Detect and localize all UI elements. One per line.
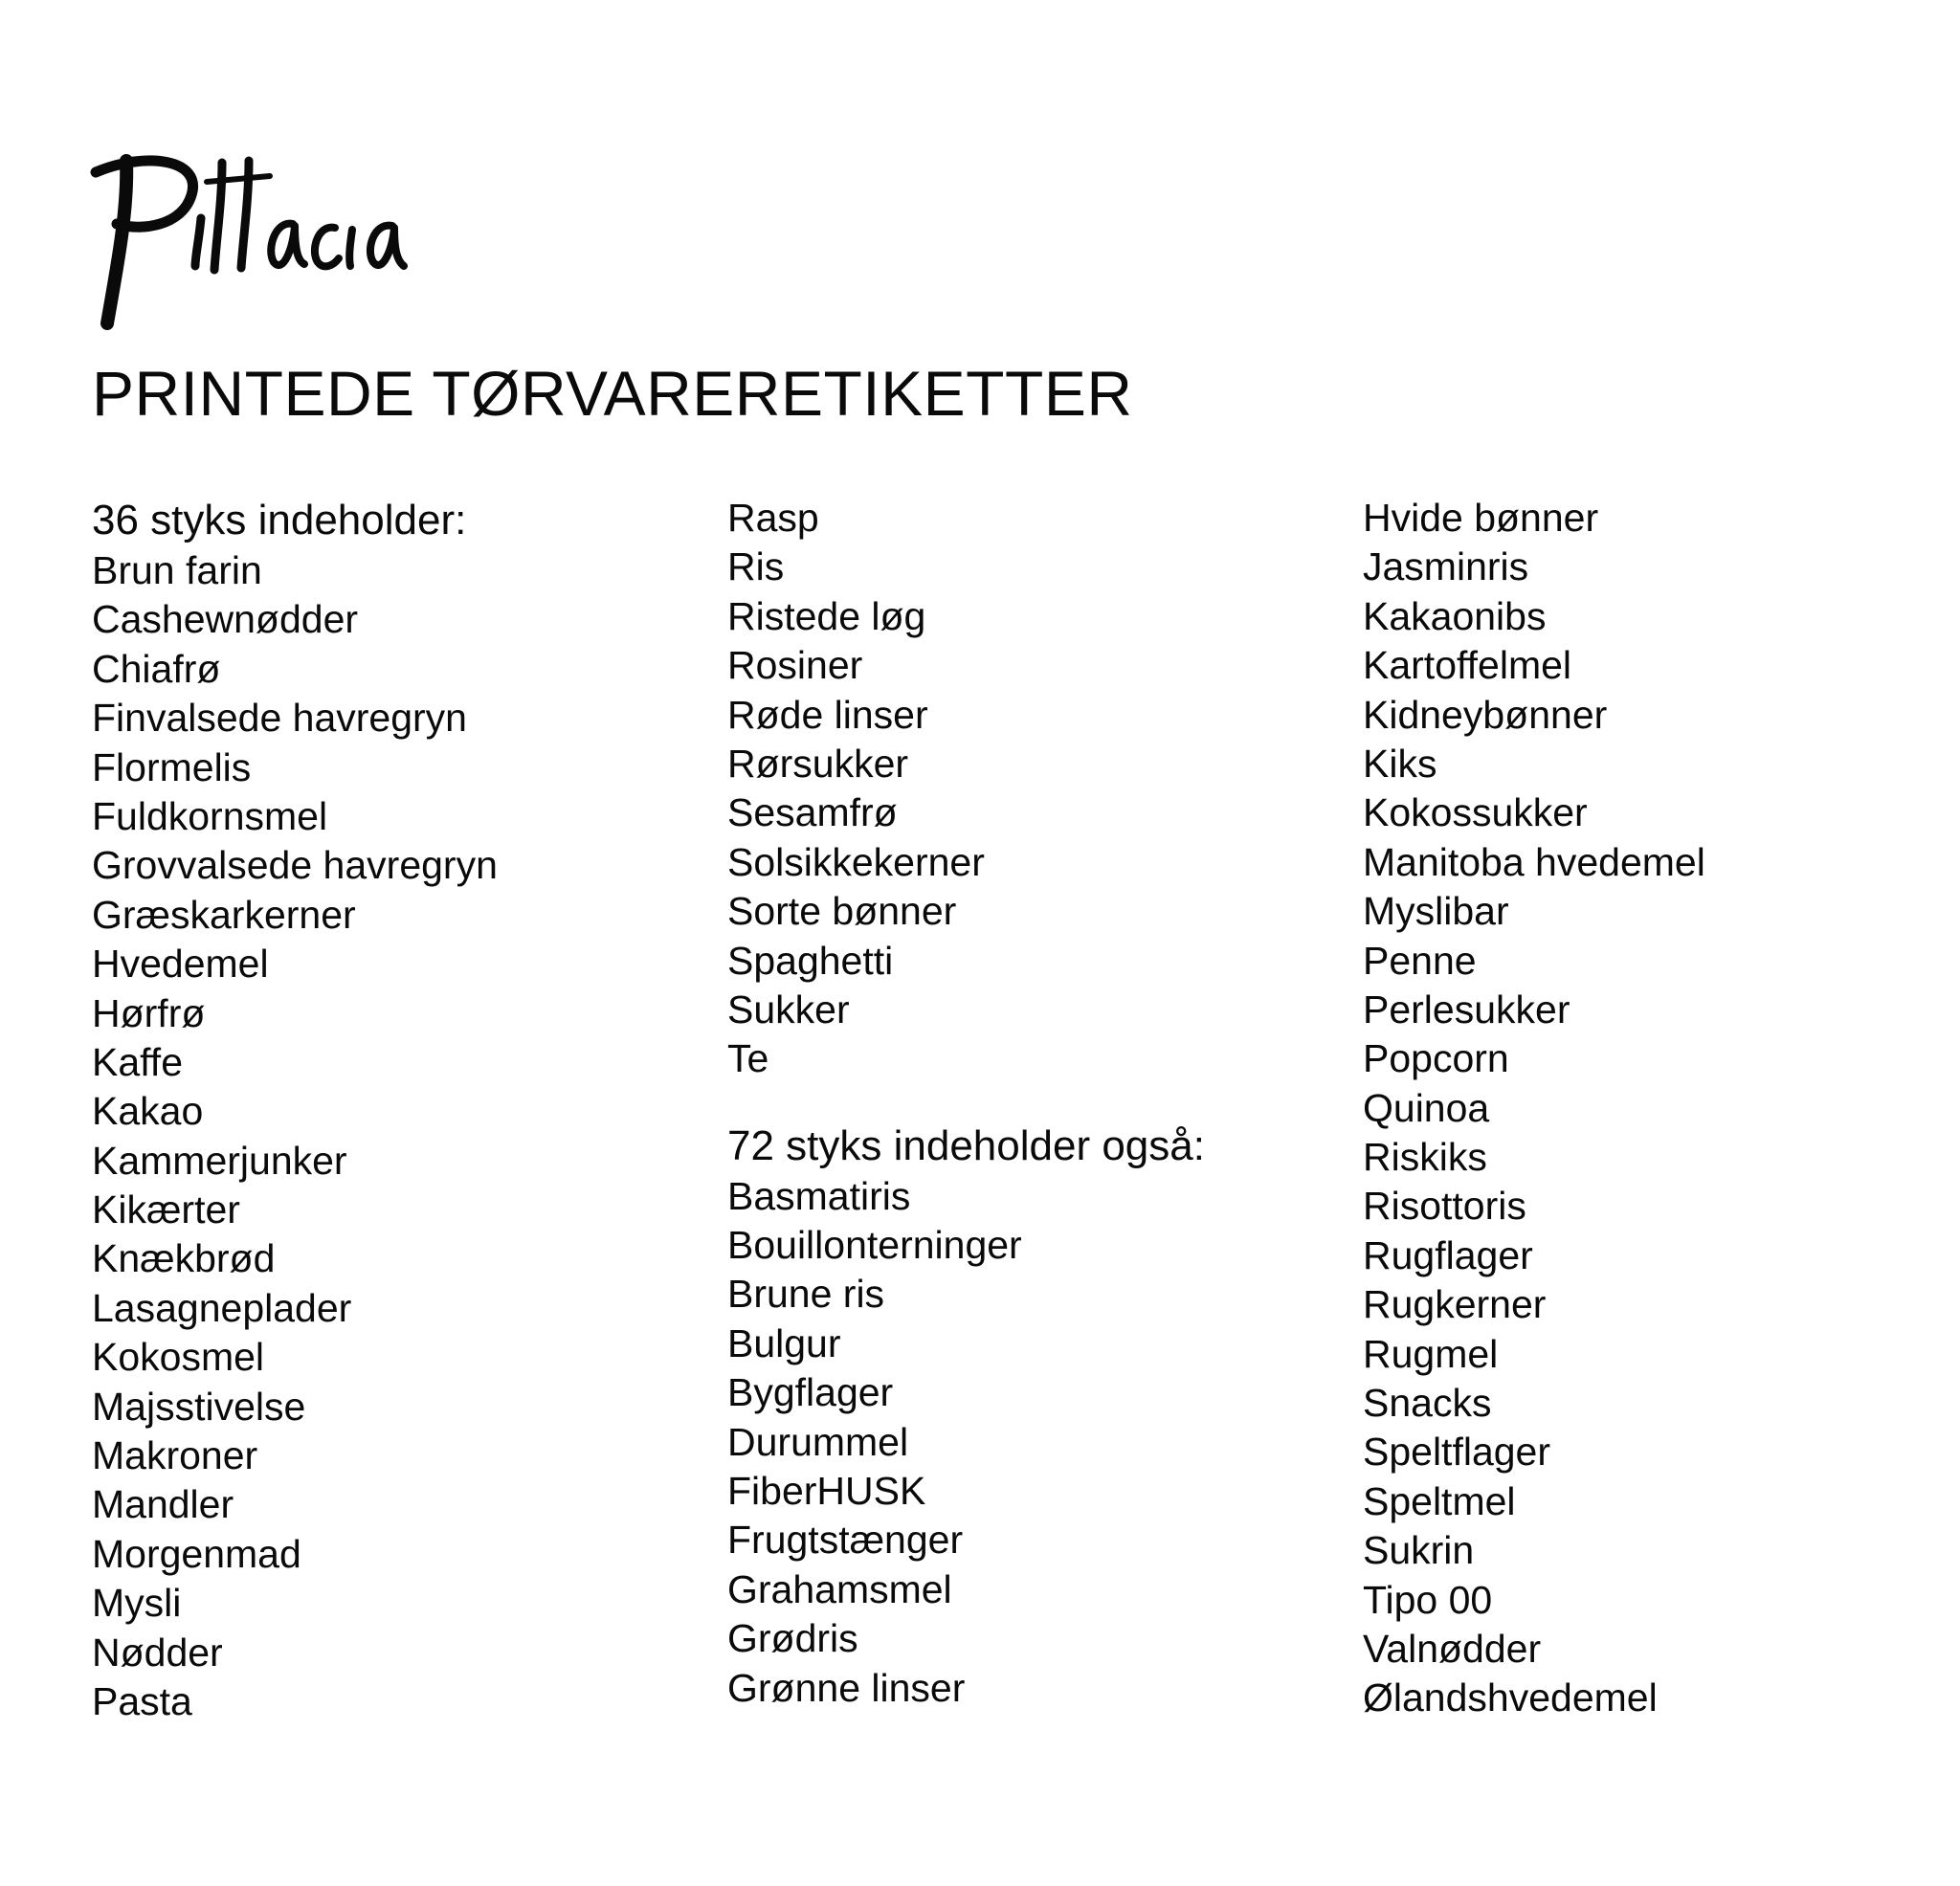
list-item: Græskarkerner <box>92 892 356 937</box>
list-item: Te <box>727 1036 769 1081</box>
list-item: Bulgur <box>727 1320 841 1365</box>
column-3 <box>1363 494 1705 1723</box>
list-item: Durummel <box>727 1419 909 1464</box>
list-item: Brune ris <box>727 1272 885 1317</box>
list-item: Rugflager <box>1363 1232 1533 1277</box>
list-item: Flormelis <box>92 744 252 789</box>
list-item: Quinoa <box>1363 1085 1490 1130</box>
list-item: Speltmel <box>1363 1478 1516 1523</box>
list-item: Kaffe <box>92 1039 183 1084</box>
list-item: Sukker <box>727 987 850 1032</box>
list-item: Valnødder <box>1363 1626 1542 1671</box>
list-item: Ristede løg <box>727 593 926 638</box>
list-item: Riskiks <box>1363 1135 1487 1180</box>
list-item: FiberHUSK <box>727 1469 926 1514</box>
section-spacer <box>727 1084 1205 1120</box>
section-heading-72: 72 styks indeholder også: <box>727 1121 1205 1169</box>
column-1 <box>92 494 498 1726</box>
list-item: Tipo 00 <box>1363 1577 1493 1622</box>
list-item: Lasagneplader <box>92 1285 352 1330</box>
list-item: Rosiner <box>727 643 863 688</box>
list-item: Kartoffelmel <box>1363 643 1572 688</box>
brand-logo <box>88 144 413 335</box>
list-item: Solsikkekerner <box>727 839 985 884</box>
list-item: Bouillonterninger <box>727 1223 1022 1268</box>
list-item: Risottoris <box>1363 1184 1526 1229</box>
list-item: Kidneybønner <box>1363 692 1608 737</box>
list-item: Rasp <box>727 496 819 540</box>
list-item: Ølandshvedemel <box>1363 1675 1658 1720</box>
list-item: Spaghetti <box>727 938 894 983</box>
list-item: Perlesukker <box>1363 987 1570 1032</box>
list-item: Chiafrø <box>92 646 221 691</box>
list-item: Rugmel <box>1363 1331 1499 1376</box>
list-item: Kakaonibs <box>1363 593 1547 638</box>
list-item: Jasminris <box>1363 544 1529 589</box>
list-item: Grovvalsede havregryn <box>92 843 498 888</box>
list-item: Sukrin <box>1363 1528 1475 1573</box>
list-item: Morgenmad <box>92 1531 301 1576</box>
list-item: Mandler <box>92 1482 234 1527</box>
list-item: Grahamsmel <box>727 1566 952 1611</box>
list-item: Nødder <box>92 1630 223 1675</box>
list-item: Kammerjunker <box>92 1138 347 1183</box>
column-2 <box>727 494 1205 1713</box>
list-item: Brun farin <box>92 548 262 592</box>
list-item: Ris <box>727 544 785 589</box>
list-item: Hvedemel <box>92 942 269 987</box>
list-item: Røde linser <box>727 692 928 737</box>
list-item: Pasta <box>92 1678 192 1723</box>
list-item: Makroner <box>92 1433 258 1478</box>
list-item: Finvalsede havregryn <box>92 696 467 741</box>
list-item: Majsstivelse <box>92 1384 306 1429</box>
list-item: Mysli <box>92 1581 182 1626</box>
list-item: Sesamfrø <box>727 790 898 835</box>
list-item: Bygflager <box>727 1370 894 1415</box>
list-item: Myslibar <box>1363 889 1509 934</box>
list-item: Fuldkornsmel <box>92 793 328 838</box>
list-item: Popcorn <box>1363 1036 1509 1081</box>
list-item: Kiks <box>1363 741 1437 786</box>
list-item: Rugkerner <box>1363 1282 1547 1327</box>
list-item: Kakao <box>92 1089 204 1134</box>
list-item: Basmatiris <box>727 1173 911 1218</box>
list-item: Hørfrø <box>92 990 206 1035</box>
list-item: Penne <box>1363 938 1477 983</box>
list-item: Kokosmel <box>92 1335 265 1380</box>
list-item: Knækbrød <box>92 1236 276 1281</box>
list-item: Kikærter <box>92 1187 240 1232</box>
list-item: Grødris <box>727 1616 858 1661</box>
list-item: Grønne linser <box>727 1665 966 1710</box>
list-item: Manitoba hvedemel <box>1363 839 1705 884</box>
list-item: Sorte bønner <box>727 889 957 934</box>
list-item: Cashewnødder <box>92 597 359 642</box>
section-heading-36: 36 styks indeholder: <box>92 497 467 544</box>
list-item: Snacks <box>1363 1381 1492 1426</box>
list-item: Frugtstænger <box>727 1518 964 1563</box>
list-item: Rørsukker <box>727 741 909 786</box>
list-item: Hvide bønner <box>1363 496 1599 540</box>
list-item: Speltflager <box>1363 1430 1551 1475</box>
pittacia-logo-mark <box>88 144 413 335</box>
list-item: Kokossukker <box>1363 790 1588 835</box>
page-title: PRINTEDE TØRVARERETIKETTER <box>92 358 1133 429</box>
